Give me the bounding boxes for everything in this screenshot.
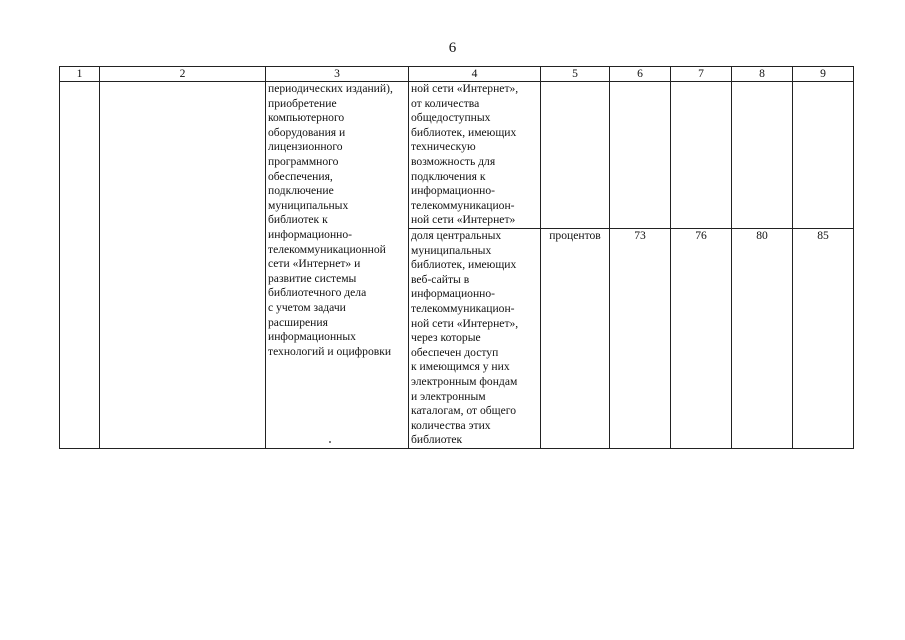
- value-cell-7: [671, 82, 732, 229]
- indicators-table: [59, 66, 854, 449]
- column-header-4: 4: [409, 67, 541, 82]
- value-cell-9: [793, 82, 854, 229]
- unit-cell: процентов: [541, 229, 610, 449]
- value-cell-8: [732, 82, 793, 229]
- column-header-1: 1: [60, 67, 100, 82]
- unit-cell: [541, 82, 610, 229]
- column-header-6: 6: [610, 67, 671, 82]
- column-header-5: 5: [541, 67, 610, 82]
- column-header-8: 8: [732, 67, 793, 82]
- value-cell-7: 76: [671, 229, 732, 449]
- indicator-cell: доля центральных муниципальных библиотек, имеющих веб-сайты в информационно- телекоммуникацион- ной сети «Интернет», через которые обеспечен доступ к имеющимся у них электронным фондам и электронным каталогам, от общего количества этих библиотек: [409, 229, 541, 449]
- scan-speck: [329, 441, 331, 443]
- value-cell-9: 85: [793, 229, 854, 449]
- column-header-3: 3: [266, 67, 409, 82]
- column-header-2: 2: [100, 67, 266, 82]
- indicator-cell: ной сети «Интернет», от количества общедоступных библиотек, имеющих техническую возможность для подключения к информационно- телекоммуникацион- ной сети «Интернет»: [409, 82, 541, 229]
- value-cell-6: 73: [610, 229, 671, 449]
- cell-col1: [60, 82, 100, 449]
- page-number: 6: [448, 40, 457, 56]
- value-cell-6: [610, 82, 671, 229]
- event-description-cell: периодических изданий), приобретение компьютерного оборудования и лицензионного программного обеспечения, подключение муниципальных библиотек к информационно- телекоммуникационной сети «Интернет» и развитие системы библиотечного дела с учетом задачи расширения информационных технологий и оцифровки: [266, 82, 409, 449]
- column-number-row: [60, 67, 854, 82]
- value-cell-8: 80: [732, 229, 793, 449]
- cell-col2: [100, 82, 266, 449]
- column-header-9: 9: [793, 67, 854, 82]
- table-row: [60, 82, 854, 229]
- column-header-7: 7: [671, 67, 732, 82]
